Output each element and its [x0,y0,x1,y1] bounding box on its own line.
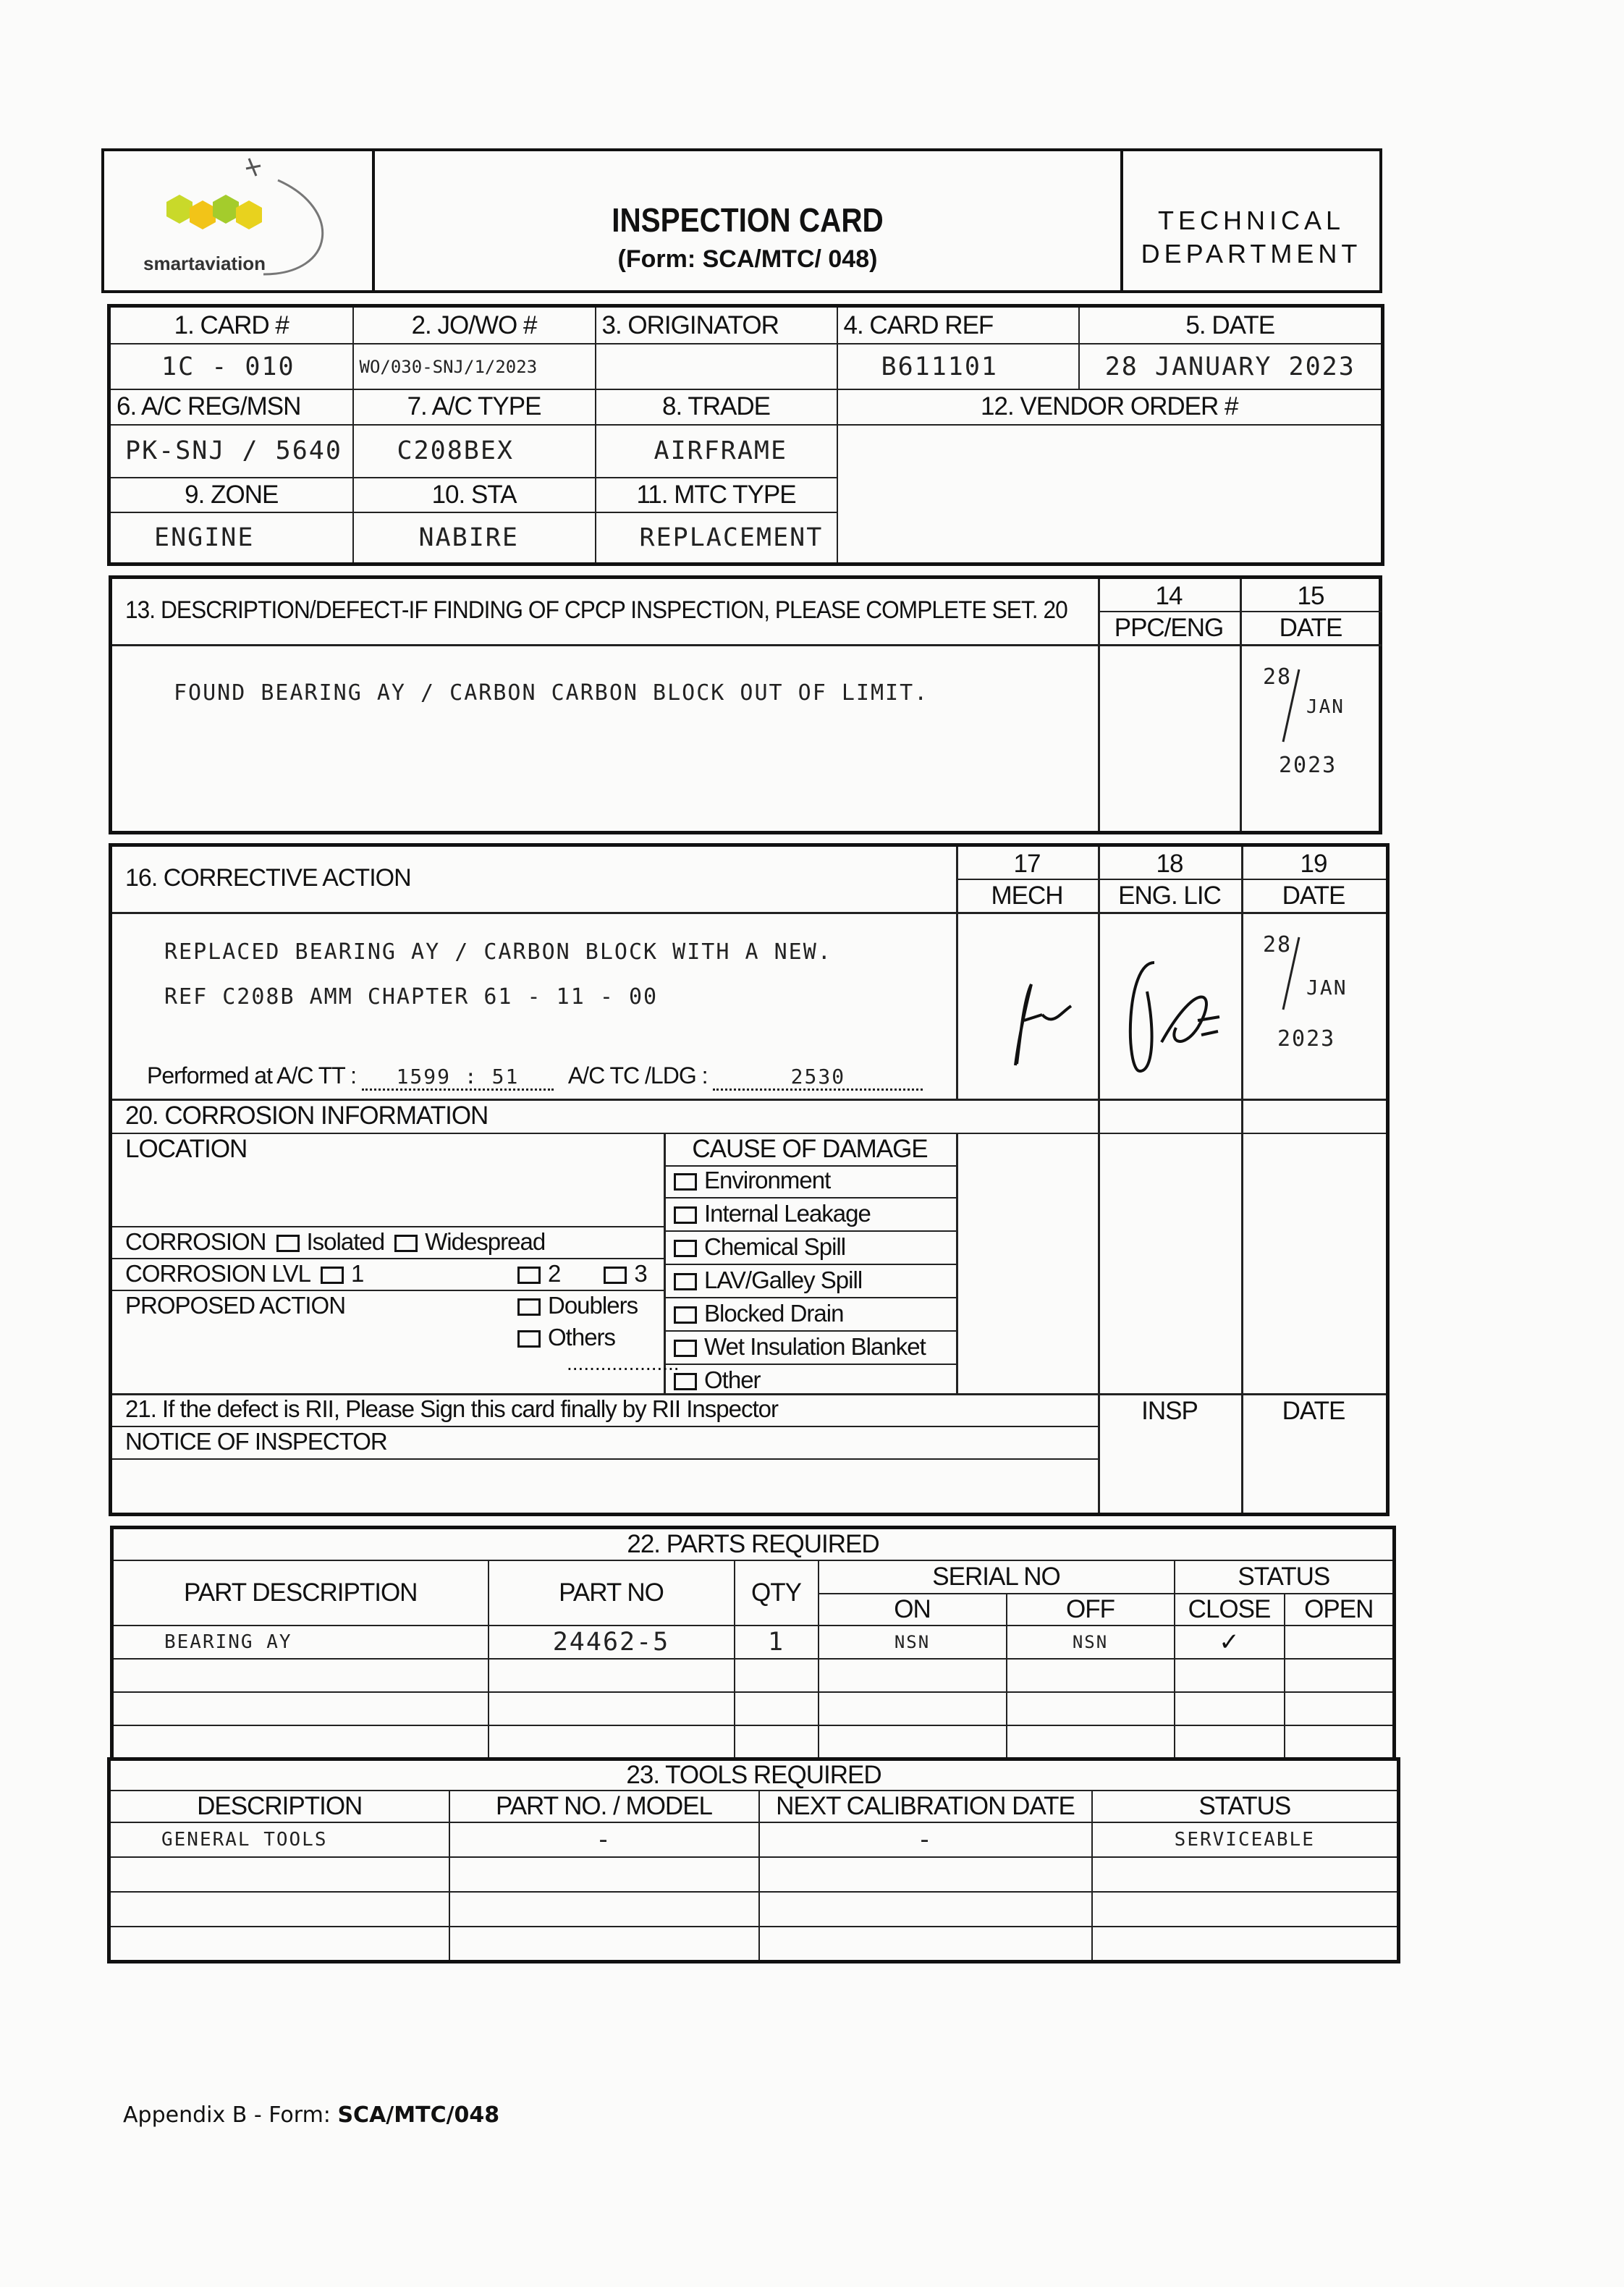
col15-label: DATE [1279,614,1342,642]
part-serial-off [1007,1692,1175,1725]
footer [123,2102,499,2128]
rii-mid-line [112,1426,1098,1427]
vendor-order-label: 12. VENDOR ORDER # [837,389,1383,425]
cause-item [664,1265,956,1298]
cause-item [664,1232,956,1265]
corrosion-heading: 20. CORROSION INFORMATION [125,1102,489,1130]
level1-checkbox[interactable] [321,1267,344,1284]
parts-col-close: CLOSE [1175,1594,1285,1626]
jo-wo-label: 2. JO/WO # [353,306,596,344]
part-serial-off [1007,1725,1175,1759]
part-status-close: ✓ [1175,1626,1285,1659]
tools-col-calibration: NEXT CALIBRATION DATE [759,1791,1092,1822]
part-serial-on [819,1692,1007,1725]
tool-calibration [759,1892,1092,1927]
part-status-close [1175,1725,1285,1759]
table-row [112,1692,1395,1725]
doublers-row [517,1292,638,1319]
zone-label: 9. ZONE [109,478,353,513]
date-label: 5. DATE [1079,306,1383,344]
parts-table [110,1526,1396,1761]
part-desc: BEARING AY [112,1626,489,1659]
cause-checkbox[interactable] [674,1306,697,1324]
cause-checkbox[interactable] [674,1273,697,1290]
cause-text: Other [704,1366,761,1393]
part-status-open [1285,1725,1395,1759]
tool-calibration [759,1857,1092,1892]
mtc-type-label: 11. MTC TYPE [596,478,837,513]
ac-reg-value: PK-SNJ / 5640 [109,425,353,478]
defect-date-year: 2023 [1279,753,1337,778]
cause-text: Environment [704,1167,831,1193]
col17-number: 17 [1013,850,1041,878]
action-date-year: 2023 [1277,1026,1336,1052]
sta-value: NABIRE [353,512,596,564]
tool-desc [109,1927,449,1961]
col18-label: ENG. LIC [1118,882,1221,910]
action-date-month: JAN [1306,976,1348,999]
parts-col-off: OFF [1007,1594,1175,1626]
sta-label: 10. STA [353,478,596,513]
tt-value: 1599 : 51 [362,1065,554,1091]
corrosion-label: CORROSION [125,1228,266,1255]
form-title-block [375,151,1123,290]
table-row [109,1892,1399,1927]
description-divider [112,644,1098,646]
parts-col-description: PART DESCRIPTION [112,1560,489,1626]
cause-text: LAV/Galley Spill [704,1267,863,1293]
cause-text: Blocked Drain [704,1300,844,1327]
action-date-slash-icon [1277,934,1306,1013]
cause-list [664,1165,956,1395]
card-no-value: 1C - 010 [109,344,353,389]
parts-col-status: STATUS [1175,1560,1395,1594]
notice-of-inspector-label: NOTICE OF INSPECTOR [125,1428,387,1455]
corrosion-heading-line [112,1133,1386,1134]
corrosion-row-line [112,1226,664,1227]
doublers-checkbox[interactable] [517,1298,541,1316]
col19-label: DATE [1282,882,1345,910]
corrosion-level-row [125,1260,363,1288]
col17-label: MECH [991,882,1063,910]
tool-calibration [759,1927,1092,1961]
cause-text: Wet Insulation Blanket [704,1333,926,1360]
card-ref-value: B611101 [837,344,1079,389]
parts-col-serial: SERIAL NO [819,1560,1175,1594]
footer-prefix: Appendix B - Form: [123,2102,338,2128]
card-ref-label: 4. CARD REF [837,306,1079,344]
col18-number: 18 [1156,850,1183,878]
tools-table [107,1757,1400,1963]
tools-col-status: STATUS [1092,1791,1399,1822]
part-status-open [1285,1626,1395,1659]
col14-number: 14 [1155,582,1183,610]
parts-col-part-no: PART NO [489,1560,735,1626]
defect-description: FOUND BEARING AY / CARBON CARBON BLOCK OUT OF LIMIT. [174,680,929,706]
tool-status [1092,1857,1399,1892]
defect-date-day: 28 [1263,664,1293,690]
part-status-close [1175,1692,1285,1725]
card-info-table [107,304,1384,566]
part-serial-off: NSN [1007,1626,1175,1659]
table-row [109,1857,1399,1892]
level3-checkbox[interactable] [604,1267,627,1284]
logo [104,151,375,290]
corrective-line1: REPLACED BEARING AY / CARBON BLOCK WITH A NEW. [164,939,832,965]
cause-checkbox[interactable] [674,1206,697,1224]
date-value: 28 JANUARY 2023 [1079,344,1383,389]
table-row [112,1659,1395,1692]
proposed-action-label: PROPOSED ACTION [125,1292,346,1319]
cause-checkbox[interactable] [674,1373,697,1390]
tt-label: Performed at A/C TT : [147,1062,362,1088]
others-dotted-line: .................... [567,1352,680,1374]
form-ref: (Form: SCA/MTC/ 048) [617,245,878,273]
corrosion-level-more [517,1260,647,1288]
widespread-checkbox[interactable] [394,1235,418,1252]
doublers-label: Doublers [548,1292,638,1319]
table-row [109,1822,1399,1857]
col17-lower-divider [956,1133,958,1393]
tool-part-no [449,1892,759,1927]
cause-checkbox[interactable] [674,1240,697,1257]
col19-number: 19 [1300,850,1327,878]
tool-status [1092,1927,1399,1961]
rii-insp-label: INSP [1141,1397,1198,1425]
header-box [101,148,1382,293]
corrosion-top-line [112,1099,1386,1101]
cause-item [664,1298,956,1332]
part-serial-on [819,1725,1007,1759]
others-checkbox[interactable] [517,1330,541,1348]
level3-label: 3 [634,1260,647,1287]
cause-text: Chemical Spill [704,1233,846,1260]
part-desc [112,1692,489,1725]
parts-col-open: OPEN [1285,1594,1395,1626]
originator-value [596,344,837,389]
tool-desc [109,1892,449,1927]
tool-part-no [449,1857,759,1892]
action-date-day: 28 [1263,932,1293,958]
corrective-header-bottom [112,912,1386,914]
parts-col-on: ON [819,1594,1007,1626]
corrosion-type-row [125,1228,545,1256]
tool-part-no: - [449,1822,759,1857]
isolated-label: Isolated [306,1228,385,1255]
mech-signature-icon [981,970,1082,1071]
cause-item [664,1199,956,1232]
part-qty [735,1659,819,1692]
level1-label: 1 [350,1260,364,1287]
col15-number: 15 [1297,582,1324,610]
cause-item [664,1332,956,1365]
corrosion-row-line [112,1258,664,1259]
part-no [489,1725,735,1759]
jo-wo-value: WO/030-SNJ/1/2023 [353,344,596,389]
form-title: INSPECTION CARD [612,201,884,239]
date-slash-icon [1277,666,1306,745]
col14-label: PPC/ENG [1114,614,1224,642]
mtc-type-value: REPLACEMENT [596,512,837,564]
part-status-open [1285,1659,1395,1692]
description-section [109,575,1382,834]
department-block [1123,151,1379,290]
rii-text: 21. If the defect is RII, Please Sign this card finally by RII Inspector [125,1395,778,1422]
cause-checkbox[interactable] [674,1173,697,1191]
part-qty [735,1725,819,1759]
notice-line [112,1458,1098,1460]
part-desc [112,1659,489,1692]
part-qty [735,1692,819,1725]
widespread-label: Widespread [425,1228,546,1255]
table-row [109,1927,1399,1961]
tc-value: 2530 [713,1065,923,1091]
col-header-bottom [1098,644,1382,646]
table-row [112,1725,1395,1759]
trade-label: 8. TRADE [596,389,837,425]
tool-calibration: - [759,1822,1092,1857]
cause-label: CAUSE OF DAMAGE [692,1135,928,1163]
tc-label: A/C TC /LDG : [567,1062,714,1088]
tool-part-no [449,1927,759,1961]
ac-type-value: C208BEX [353,425,596,478]
part-no [489,1692,735,1725]
corrective-line2: REF C208B AMM CHAPTER 61 - 11 - 00 [164,984,659,1010]
location-label: LOCATION [125,1135,248,1163]
part-status-open [1285,1692,1395,1725]
parts-heading: 22. PARTS REQUIRED [112,1528,1395,1561]
originator-label: 3. ORIGINATOR [596,306,837,344]
cause-text: Internal Leakage [704,1200,871,1227]
trade-value: AIRFRAME [596,425,837,478]
tools-col-part-no: PART NO. / MODEL [449,1791,759,1822]
corrosion-level-label: CORROSION LVL [125,1260,310,1287]
ac-reg-label: 6. A/C REG/MSN [109,389,353,425]
part-status-close [1175,1659,1285,1692]
eng-lic-signature-icon [1111,934,1241,1078]
others-label: Others [548,1324,616,1350]
vendor-order-value [837,425,1383,565]
part-no [489,1659,735,1692]
department-line1: TECHNICAL [1157,206,1345,235]
table-row [112,1626,1395,1659]
tool-desc: GENERAL TOOLS [109,1822,449,1857]
performed-line [147,1062,923,1091]
part-no: 24462-5 [489,1626,735,1659]
cause-item [664,1365,956,1395]
tool-desc [109,1857,449,1892]
tools-col-description: DESCRIPTION [109,1791,449,1822]
part-serial-on [819,1659,1007,1692]
defect-date-month: JAN [1306,696,1345,718]
level2-checkbox[interactable] [517,1267,541,1284]
tools-heading: 23. TOOLS REQUIRED [109,1759,1399,1791]
level2-label: 2 [548,1260,561,1287]
col-header-divider [1098,611,1382,612]
cause-item [664,1165,956,1199]
corrective-section [109,843,1390,1516]
corrective-heading: 16. CORRECTIVE ACTION [125,864,411,892]
corrective-header-mid [956,879,1386,880]
zone-value: ENGINE [109,512,353,564]
corrosion-row-line [112,1290,664,1291]
isolated-checkbox[interactable] [276,1235,300,1252]
ac-type-label: 7. A/C TYPE [353,389,596,425]
department-line2: DEPARTMENT [1141,239,1362,269]
part-serial-off [1007,1659,1175,1692]
part-serial-on: NSN [819,1626,1007,1659]
others-row [517,1324,615,1351]
tool-status [1092,1892,1399,1927]
logo-text: smartaviation [143,253,266,274]
part-qty: 1 [735,1626,819,1659]
part-desc [112,1725,489,1759]
card-no-label: 1. CARD # [109,306,353,344]
description-heading: 13. DESCRIPTION/DEFECT-IF FINDING OF CPCP INSPECTION, PLEASE COMPLETE SET. 20 [125,596,1067,624]
parts-col-qty: QTY [735,1560,819,1626]
footer-form: SCA/MTC/048 [337,2102,500,2128]
tool-status: SERVICEABLE [1092,1822,1399,1857]
rii-date-label: DATE [1282,1397,1345,1425]
